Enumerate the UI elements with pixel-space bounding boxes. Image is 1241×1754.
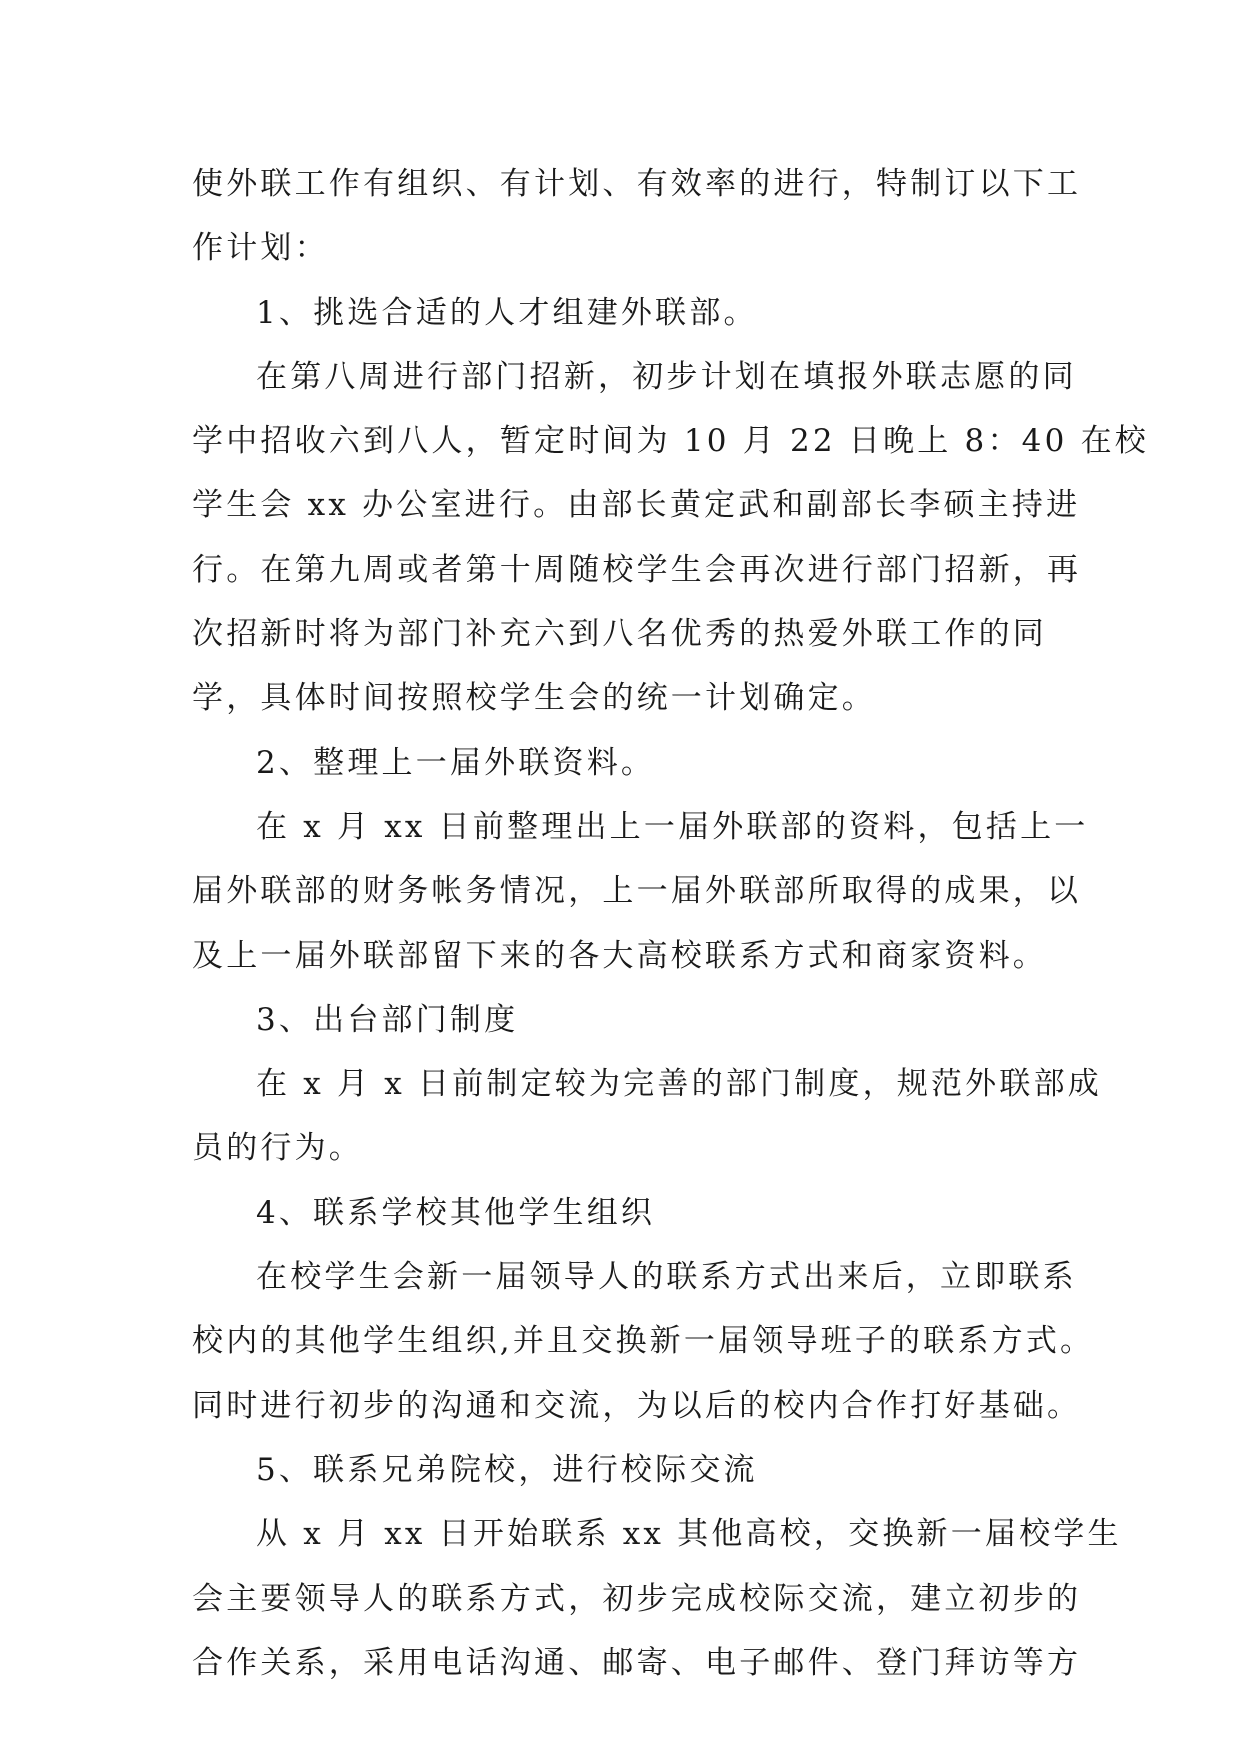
paragraph-line: 行。在第九周或者第十周随校学生会再次进行部门招新，再 [192, 551, 1082, 588]
paragraph-line: 员的行为。 [192, 1130, 363, 1167]
paragraph-first-line: 在 x 月 x 日前制定较为完善的部门制度，规范外联部成 [256, 1066, 1102, 1103]
paragraph-first-line: 在校学生会新一届领导人的联系方式出来后，立即联系 [256, 1259, 1077, 1296]
paragraph-line: 同时进行初步的沟通和交流，为以后的校内合作打好基础。 [192, 1387, 1082, 1424]
paragraph-line: 会主要领导人的联系方式，初步完成校际交流，建立初步的 [192, 1580, 1082, 1617]
paragraph-first-line: 2、整理上一届外联资料。 [256, 744, 656, 781]
paragraph-line: 及上一届外联部留下来的各大高校联系方式和商家资料。 [192, 937, 1047, 974]
paragraph-first-line: 1、挑选合适的人才组建外联部。 [256, 294, 758, 331]
paragraph-line: 学，具体时间按照校学生会的统一计划确定。 [192, 680, 876, 717]
paragraph-line: 学中招收六到八人，暂定时间为 10 月 22 日晚上 8：40 在校 [192, 423, 1149, 460]
paragraph-first-line: 在 x 月 xx 日前整理出上一届外联部的资料，包括上一 [256, 808, 1089, 845]
paragraph-line: 校内的其他学生组织,并且交换新一届领导班子的联系方式。 [192, 1323, 1095, 1360]
paragraph-first-line: 5、联系兄弟院校，进行校际交流 [256, 1451, 758, 1488]
paragraph-first-line: 3、出台部门制度 [256, 1001, 519, 1038]
document-body [192, 152, 1149, 1695]
paragraph-first-line: 4、联系学校其他学生组织 [256, 1194, 656, 1231]
paragraph-first-line: 从 x 月 xx 日开始联系 xx 其他高校，交换新一届校学生 [256, 1516, 1122, 1553]
paragraph-line: 合作关系，采用电话沟通、邮寄、电子邮件、登门拜访等方 [192, 1644, 1082, 1681]
paragraph-line: 届外联部的财务帐务情况，上一届外联部所取得的成果，以 [192, 873, 1082, 910]
paragraph-line: 使外联工作有组织、有计划、有效率的进行，特制订以下工 [192, 166, 1082, 202]
paragraph-first-line: 在第八周进行部门招新，初步计划在填报外联志愿的同 [256, 358, 1077, 395]
paragraph-line: 学生会 xx 办公室进行。由部长黄定武和副部长李硕主持进 [192, 487, 1081, 524]
paragraph-line: 作计划： [192, 230, 329, 267]
paragraph-line: 次招新时将为部门补充六到八名优秀的热爱外联工作的同 [192, 616, 1047, 653]
